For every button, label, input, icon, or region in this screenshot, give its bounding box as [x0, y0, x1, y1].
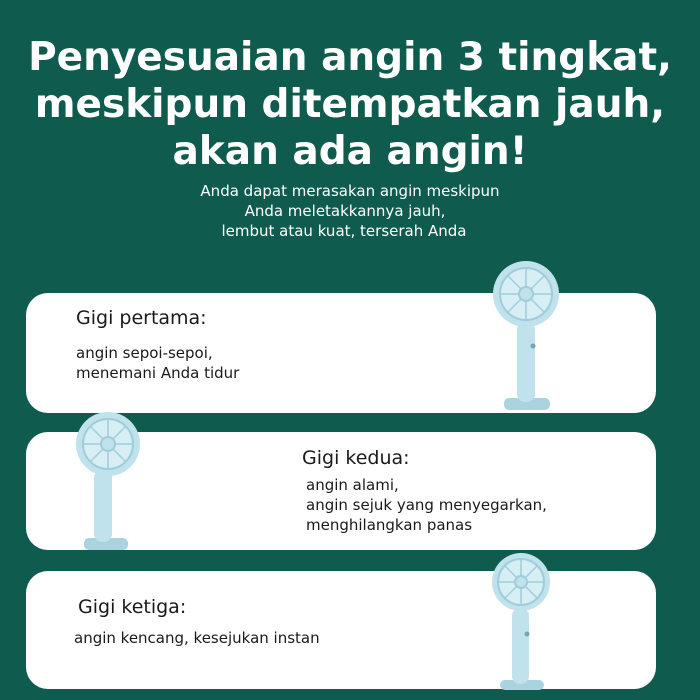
headline-line-1: Penyesuaian angin 3 tingkat, [28, 35, 672, 80]
gear-description-line: angin sepoi-sepoi, [76, 344, 213, 362]
headline [0, 34, 700, 175]
gear-description [306, 475, 547, 535]
gear-description-line: angin alami, [306, 476, 399, 494]
gear-description [76, 343, 239, 383]
gear-description [74, 628, 320, 648]
gear-description-line: angin kencang, kesejukan instan [74, 629, 320, 647]
handheld-fan-icon [72, 408, 142, 554]
handheld-fan-icon [493, 258, 563, 414]
gear-title: Gigi ketiga: [78, 596, 187, 618]
subtitle-line-1: Anda dapat merasakan angin meskipun [200, 182, 500, 200]
headline-line-3: akan ada angin! [172, 129, 528, 174]
handheld-fan-icon [490, 550, 554, 692]
subtitle-line-2: Anda meletakkannya jauh, [244, 202, 446, 220]
subtitle [0, 181, 700, 241]
gear-card-third [26, 571, 656, 689]
gear-title: Gigi pertama: [76, 307, 207, 329]
gear-description-line: angin sejuk yang menyegarkan, [306, 496, 547, 514]
headline-line-2: meskipun ditempatkan jauh, [34, 82, 666, 127]
subtitle-line-3: lembut atau kuat, terserah Anda [221, 222, 467, 240]
gear-description-line: menemani Anda tidur [76, 364, 240, 382]
gear-description-line: menghilangkan panas [306, 516, 473, 534]
gear-title: Gigi kedua: [302, 447, 410, 469]
